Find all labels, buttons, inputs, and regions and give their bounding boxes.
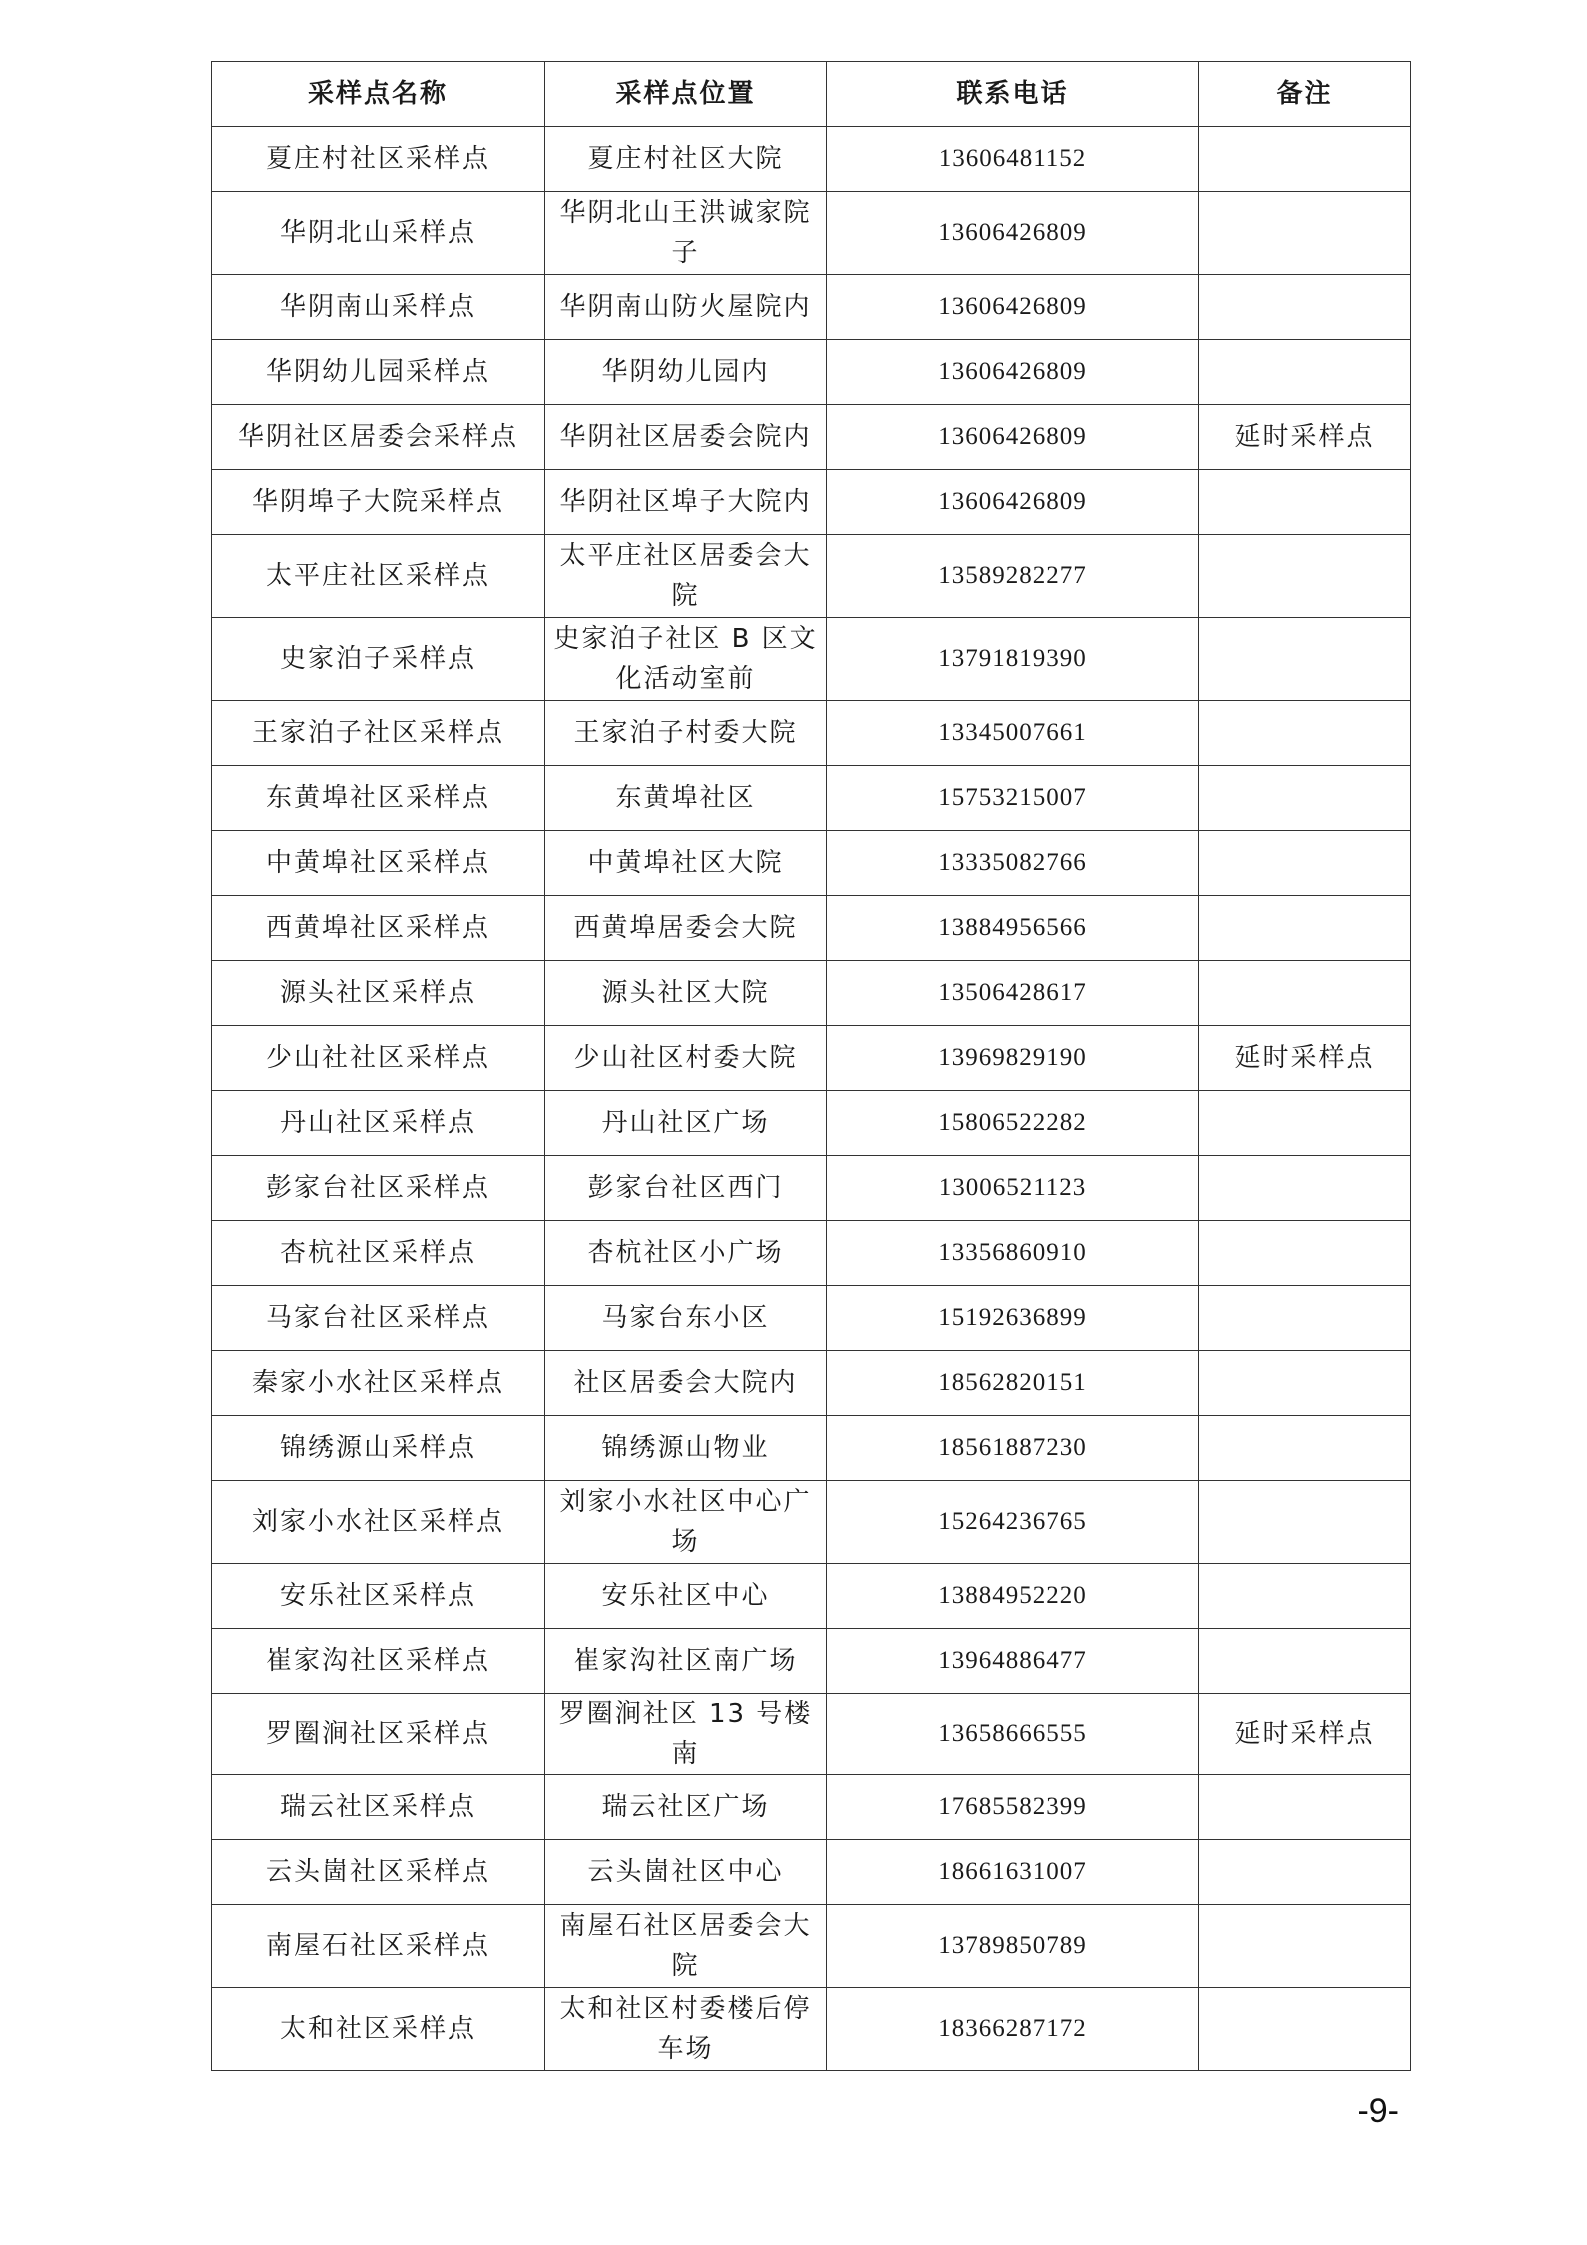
cell-phone: 13006521123 — [827, 1156, 1199, 1221]
table-row — [212, 1351, 1411, 1416]
cell-note — [1199, 1840, 1411, 1905]
cell-name: 丹山社区采样点 — [212, 1091, 545, 1156]
cell-phone: 15753215007 — [827, 766, 1199, 831]
cell-name: 太和社区采样点 — [212, 1988, 545, 2071]
table-row — [212, 1629, 1411, 1694]
cell-note — [1199, 275, 1411, 340]
cell-location: 夏庄村社区大院 — [545, 127, 827, 192]
cell-location: 史家泊子社区 B 区文化活动室前 — [545, 618, 827, 701]
table-row — [212, 618, 1411, 701]
table-header-row — [212, 62, 1411, 127]
cell-phone: 13606426809 — [827, 275, 1199, 340]
cell-location: 云头崮社区中心 — [545, 1840, 827, 1905]
cell-note — [1199, 1905, 1411, 1988]
cell-note — [1199, 127, 1411, 192]
cell-phone: 13658666555 — [827, 1694, 1199, 1775]
cell-location: 华阴南山防火屋院内 — [545, 275, 827, 340]
sampling-points-table — [211, 61, 1411, 2071]
cell-location: 丹山社区广场 — [545, 1091, 827, 1156]
table-row — [212, 1840, 1411, 1905]
cell-phone: 18661631007 — [827, 1840, 1199, 1905]
cell-location: 马家台东小区 — [545, 1286, 827, 1351]
table-row — [212, 961, 1411, 1026]
cell-note — [1199, 896, 1411, 961]
cell-phone: 13791819390 — [827, 618, 1199, 701]
cell-name: 太平庄社区采样点 — [212, 535, 545, 618]
table-row — [212, 1156, 1411, 1221]
cell-phone: 13606426809 — [827, 405, 1199, 470]
cell-note — [1199, 1351, 1411, 1416]
cell-name: 刘家小水社区采样点 — [212, 1481, 545, 1564]
cell-note — [1199, 1416, 1411, 1481]
cell-name: 华阴社区居委会采样点 — [212, 405, 545, 470]
cell-name: 马家台社区采样点 — [212, 1286, 545, 1351]
table-row — [212, 766, 1411, 831]
cell-location: 东黄埠社区 — [545, 766, 827, 831]
cell-phone: 13606426809 — [827, 340, 1199, 405]
cell-name: 东黄埠社区采样点 — [212, 766, 545, 831]
cell-location: 彭家台社区西门 — [545, 1156, 827, 1221]
table-row — [212, 896, 1411, 961]
cell-name: 锦绣源山采样点 — [212, 1416, 545, 1481]
cell-location: 太平庄社区居委会大院 — [545, 535, 827, 618]
cell-location: 安乐社区中心 — [545, 1564, 827, 1629]
cell-location: 华阴社区居委会院内 — [545, 405, 827, 470]
cell-note: 延时采样点 — [1199, 1694, 1411, 1775]
cell-note — [1199, 618, 1411, 701]
cell-note: 延时采样点 — [1199, 1026, 1411, 1091]
cell-phone: 17685582399 — [827, 1775, 1199, 1840]
cell-location: 中黄埠社区大院 — [545, 831, 827, 896]
table-row — [212, 1091, 1411, 1156]
cell-phone: 13345007661 — [827, 701, 1199, 766]
cell-phone: 18366287172 — [827, 1988, 1199, 2071]
table-row — [212, 470, 1411, 535]
cell-name: 夏庄村社区采样点 — [212, 127, 545, 192]
cell-note: 延时采样点 — [1199, 405, 1411, 470]
cell-name: 南屋石社区采样点 — [212, 1905, 545, 1988]
cell-location: 杏杭社区小广场 — [545, 1221, 827, 1286]
cell-note — [1199, 1564, 1411, 1629]
cell-phone: 13506428617 — [827, 961, 1199, 1026]
cell-name: 崔家沟社区采样点 — [212, 1629, 545, 1694]
table-row — [212, 192, 1411, 275]
cell-location: 太和社区村委楼后停车场 — [545, 1988, 827, 2071]
cell-note — [1199, 1629, 1411, 1694]
cell-name: 华阴幼儿园采样点 — [212, 340, 545, 405]
cell-phone: 13606481152 — [827, 127, 1199, 192]
cell-name: 源头社区采样点 — [212, 961, 545, 1026]
table-row — [212, 831, 1411, 896]
cell-name: 云头崮社区采样点 — [212, 1840, 545, 1905]
cell-location: 瑞云社区广场 — [545, 1775, 827, 1840]
cell-note — [1199, 1221, 1411, 1286]
table-row — [212, 405, 1411, 470]
cell-name: 王家泊子社区采样点 — [212, 701, 545, 766]
cell-location: 华阴北山王洪诚家院子 — [545, 192, 827, 275]
cell-location: 源头社区大院 — [545, 961, 827, 1026]
cell-phone: 13884956566 — [827, 896, 1199, 961]
table-row — [212, 1221, 1411, 1286]
cell-note — [1199, 340, 1411, 405]
cell-note — [1199, 1988, 1411, 2071]
header-location: 采样点位置 — [545, 62, 827, 127]
header-note: 备注 — [1199, 62, 1411, 127]
table-row — [212, 1286, 1411, 1351]
cell-name: 秦家小水社区采样点 — [212, 1351, 545, 1416]
cell-note — [1199, 766, 1411, 831]
cell-phone: 18561887230 — [827, 1416, 1199, 1481]
cell-note — [1199, 961, 1411, 1026]
cell-phone: 13789850789 — [827, 1905, 1199, 1988]
cell-location: 少山社区村委大院 — [545, 1026, 827, 1091]
cell-phone: 13964886477 — [827, 1629, 1199, 1694]
cell-note — [1199, 1156, 1411, 1221]
table-row — [212, 1026, 1411, 1091]
cell-name: 彭家台社区采样点 — [212, 1156, 545, 1221]
cell-phone: 13969829190 — [827, 1026, 1199, 1091]
table-row — [212, 1564, 1411, 1629]
cell-note — [1199, 1286, 1411, 1351]
cell-phone: 13356860910 — [827, 1221, 1199, 1286]
table-row — [212, 701, 1411, 766]
cell-note — [1199, 470, 1411, 535]
table-row — [212, 1988, 1411, 2071]
cell-location: 华阴幼儿园内 — [545, 340, 827, 405]
cell-phone: 15264236765 — [827, 1481, 1199, 1564]
cell-phone: 13606426809 — [827, 470, 1199, 535]
cell-name: 罗圈涧社区采样点 — [212, 1694, 545, 1775]
cell-note — [1199, 1481, 1411, 1564]
table-row — [212, 1694, 1411, 1775]
cell-phone: 13589282277 — [827, 535, 1199, 618]
cell-location: 刘家小水社区中心广场 — [545, 1481, 827, 1564]
cell-location: 社区居委会大院内 — [545, 1351, 827, 1416]
table-row — [212, 1481, 1411, 1564]
cell-name: 西黄埠社区采样点 — [212, 896, 545, 961]
cell-name: 华阴南山采样点 — [212, 275, 545, 340]
cell-phone: 15806522282 — [827, 1091, 1199, 1156]
cell-location: 崔家沟社区南广场 — [545, 1629, 827, 1694]
cell-location: 南屋石社区居委会大院 — [545, 1905, 827, 1988]
header-phone: 联系电话 — [827, 62, 1199, 127]
cell-phone: 13606426809 — [827, 192, 1199, 275]
table-row — [212, 1416, 1411, 1481]
table-row — [212, 127, 1411, 192]
cell-note — [1199, 1091, 1411, 1156]
table-row — [212, 535, 1411, 618]
cell-name: 杏杭社区采样点 — [212, 1221, 545, 1286]
cell-name: 华阴北山采样点 — [212, 192, 545, 275]
cell-location: 华阴社区埠子大院内 — [545, 470, 827, 535]
cell-note — [1199, 831, 1411, 896]
cell-location: 锦绣源山物业 — [545, 1416, 827, 1481]
cell-location: 王家泊子村委大院 — [545, 701, 827, 766]
cell-location: 罗圈涧社区 13 号楼南 — [545, 1694, 827, 1775]
table-row — [212, 340, 1411, 405]
cell-name: 瑞云社区采样点 — [212, 1775, 545, 1840]
cell-phone: 13884952220 — [827, 1564, 1199, 1629]
header-name: 采样点名称 — [212, 62, 545, 127]
cell-phone: 13335082766 — [827, 831, 1199, 896]
cell-note — [1199, 535, 1411, 618]
cell-note — [1199, 192, 1411, 275]
cell-name: 少山社社区采样点 — [212, 1026, 545, 1091]
cell-phone: 18562820151 — [827, 1351, 1199, 1416]
cell-name: 史家泊子采样点 — [212, 618, 545, 701]
cell-name: 中黄埠社区采样点 — [212, 831, 545, 896]
cell-note — [1199, 1775, 1411, 1840]
cell-name: 安乐社区采样点 — [212, 1564, 545, 1629]
table-row — [212, 1775, 1411, 1840]
cell-note — [1199, 701, 1411, 766]
table-row — [212, 1905, 1411, 1988]
cell-name: 华阴埠子大院采样点 — [212, 470, 545, 535]
page-number: -9- — [1357, 2092, 1399, 2130]
cell-location: 西黄埠居委会大院 — [545, 896, 827, 961]
cell-phone: 15192636899 — [827, 1286, 1199, 1351]
table-row — [212, 275, 1411, 340]
